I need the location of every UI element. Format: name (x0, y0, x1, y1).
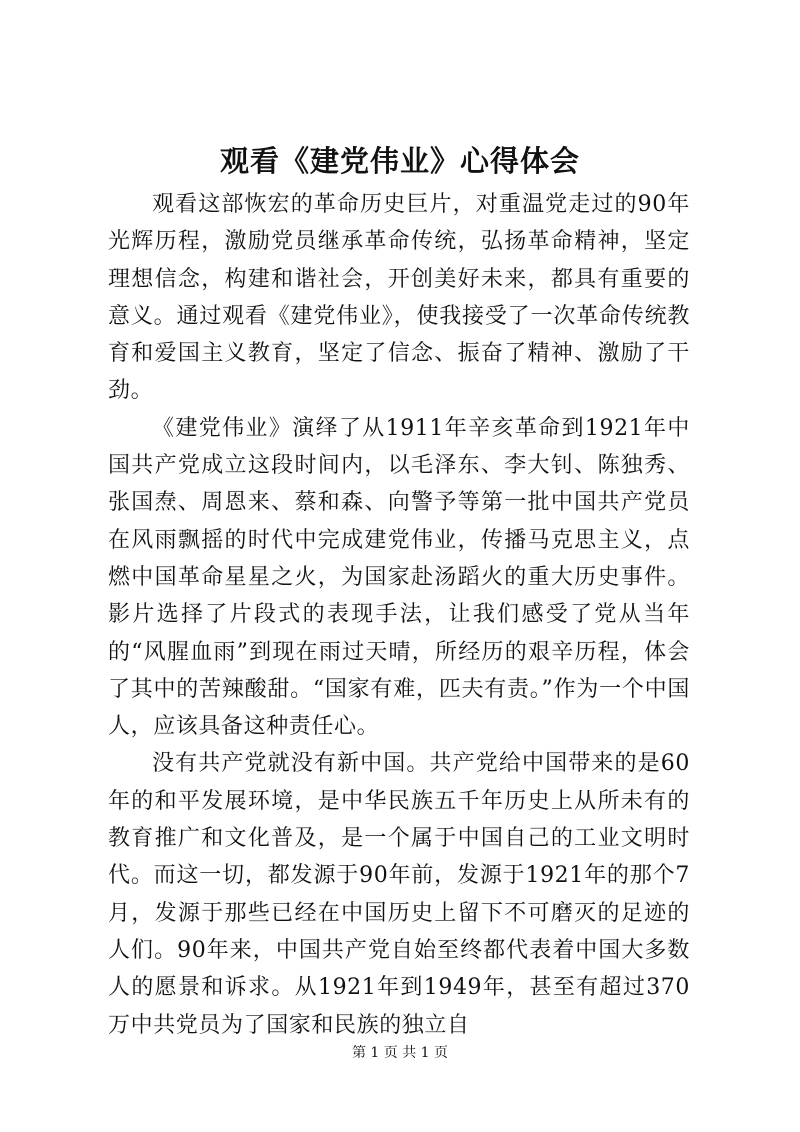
paragraph-2: 《建党伟业》演绎了从1911年辛亥革命到1921年中国共产党成立这段时间内，以毛泽东、李大钊、陈独秀、张国焘、周恩来、蔡和森、向警予等第一批中国共产党员在风雨飘摇的时代中完成建党伟业，传播马克思主义，点燃中国革命星星之火，为国家赴汤蹈火的重大历史事件。影片选择了片段式的表现手法，让我们感受了党从当年的“风腥血雨”到现在雨过天晴，所经历的艰辛历程，体会了其中的苦辣酸甜。“国家有难，匹夫有责。”作为一个中国人，应该具备这种责任心。 (108, 415, 690, 740)
paragraph-1: 观看这部恢宏的革命历史巨片，对重温党走过的90年光辉历程，激励党员继承革命传统，弘扬革命精神，坚定理想信念，构建和谐社会，开创美好未来，都具有重要的意义。通过观看《建党伟业》，使我接受了一次革命传统教育和爱国主义教育，坚定了信念、振奋了精神、激励了干劲。 (108, 192, 690, 404)
paragraph-3: 没有共产党就没有新中国。共产党给中国带来的是60年的和平发展环境，是中华民族五千年历史上从所未有的教育推广和文化普及，是一个属于中国自己的工业文明时代。而这一切，都发源于90年前，发源于1921年的那个7月，发源于那些已经在中国历史上留下不可磨灭的足迹的人们。90年来，中国共产党自始至终都代表着中国大多数人的愿景和诉求。从1921年到1949年，甚至有超过370万中共党员为了国家和民族的独立自 (108, 751, 690, 1038)
page-footer: 第 1 页 共 1 页 (351, 1045, 449, 1061)
document-body (108, 186, 690, 1044)
document-title: 观看《建党伟业》心得体会 (219, 144, 580, 178)
